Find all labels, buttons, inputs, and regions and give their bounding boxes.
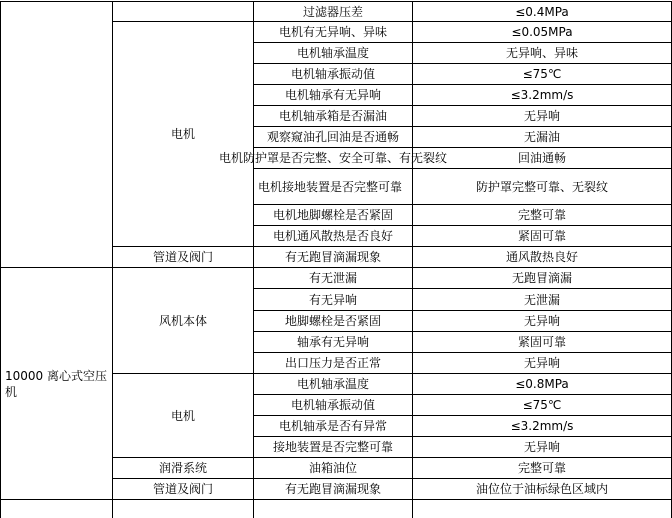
standard-cell: 回油通畅 xyxy=(517,151,566,165)
check-item-cell: 电机轴承有无异响 xyxy=(284,88,381,102)
standard-cell: ≤3.2mm/s xyxy=(510,88,574,102)
standard-cell: 通风散热良好 xyxy=(505,250,578,264)
check-item-cell: 电机轴承是否有异常 xyxy=(278,419,387,433)
check-item-cell: 电机轴承温度 xyxy=(296,46,369,60)
component-cell xyxy=(113,2,253,21)
standard-cell: 油位位于油标绿色区域内 xyxy=(475,482,608,496)
check-item-cell: 有无异响 xyxy=(308,292,357,307)
component-cell: 风机本体 xyxy=(158,313,207,328)
check-item-cell: 有无泄漏 xyxy=(308,271,357,285)
standard-cell: 无漏油 xyxy=(523,130,560,144)
check-item-cell: 电机地脚螺栓是否紧固 xyxy=(272,208,393,222)
check-item-cell: 电机轴承温度 xyxy=(296,377,369,391)
check-item-cell: 电机轴承振动值 xyxy=(290,398,375,412)
standard-cell: 无异响 xyxy=(523,314,560,328)
standard-cell: 无泄漏 xyxy=(523,292,560,307)
standard-cell: ≤0.8MPa xyxy=(515,377,569,391)
standard-cell: 无跑冒滴漏 xyxy=(511,271,572,285)
standard-cell: ≤0.4MPa xyxy=(515,4,569,19)
standard-cell: 紧固可靠 xyxy=(517,335,566,349)
standard-cell: 无异响 xyxy=(523,356,560,370)
component-cell: 管道及阀门 xyxy=(152,482,213,496)
check-item-cell: 电机轴承振动值 xyxy=(290,67,375,81)
check-item-cell: 出口压力是否正常 xyxy=(284,356,381,370)
component-cell: 润滑系统 xyxy=(158,461,207,475)
check-item-cell: 有无跑冒滴漏现象 xyxy=(284,482,381,496)
check-item-cell: 有无跑冒滴漏现象 xyxy=(284,250,381,264)
equipment-cell: 10000 离心式空压机 xyxy=(5,368,107,399)
check-item-cell: 电机有无异响、异味 xyxy=(278,25,387,39)
standard-cell: ≤75℃ xyxy=(522,398,562,412)
component-cell: 管道及阀门 xyxy=(152,250,213,264)
standard-cell: ≤3.2mm/s xyxy=(510,419,574,433)
check-item-cell: 轴承有无异响 xyxy=(296,335,369,349)
check-item-cell: 接地装置是否完整可靠 xyxy=(272,440,393,454)
check-item-cell: 电机接地装置是否完整可靠 xyxy=(258,179,403,194)
component-cell: 电机 xyxy=(170,127,195,141)
standard-cell: ≤75℃ xyxy=(522,67,562,81)
check-item-cell: 电机通风散热是否良好 xyxy=(272,229,393,243)
standard-cell: 无异响 xyxy=(523,109,560,123)
standard-cell: 防护罩完整可靠、无裂纹 xyxy=(475,179,608,194)
check-item-cell: 电机防护罩是否完整、安全可靠、有无裂纹 xyxy=(219,151,448,165)
standard-cell: ≤0.05MPa xyxy=(511,25,573,39)
standard-cell: 无异响、异味 xyxy=(505,46,578,60)
component-cell: 电机 xyxy=(170,408,195,423)
check-item-cell: 过滤器压差 xyxy=(302,4,363,19)
standard-cell: 无异响 xyxy=(523,440,560,454)
check-item-cell: 地脚螺栓是否紧固 xyxy=(284,314,381,328)
standard-cell: 完整可靠 xyxy=(517,461,566,475)
standard-cell: 紧固可靠 xyxy=(517,229,566,243)
check-item-cell: 油箱油位 xyxy=(308,461,357,475)
equipment-cell xyxy=(1,2,112,267)
check-item-cell: 电机轴承箱是否漏油 xyxy=(278,109,387,123)
standard-cell: 完整可靠 xyxy=(517,208,566,222)
check-item-cell: 观察窥油孔回油是否通畅 xyxy=(266,130,399,144)
